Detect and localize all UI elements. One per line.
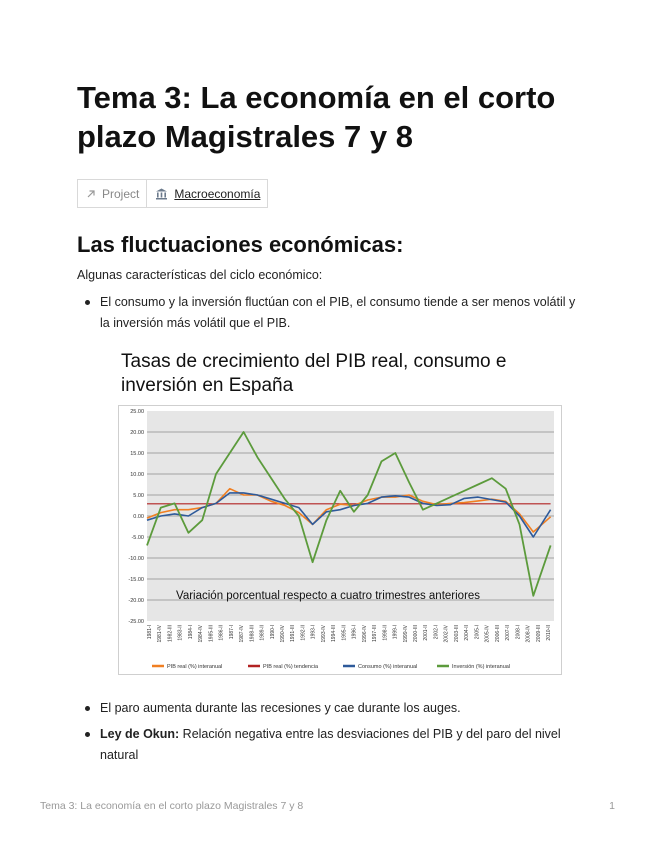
x-tick-label: 2007-II [505,625,512,641]
bullet-list-bottom [77,698,587,766]
legend-label: Inversión (%) interanual [452,664,511,670]
y-tick-label: 25.00 [130,409,144,415]
legend-label: PIB real (%) tendencia [263,664,319,670]
legend-label: PIB real (%) interanual [167,664,223,670]
x-tick-label: 2000-III [413,625,419,642]
section-heading: Las fluctuaciones económicas: [77,232,404,257]
list-item-bold: Ley de Okun: [100,727,180,741]
intro-text: Algunas características del ciclo económico: [77,268,323,282]
figure-title-line-2: inversión en España [121,375,294,396]
x-tick-label: 1987-I [228,625,235,640]
y-tick-label: 5.00 [133,493,144,499]
x-tick-label: 1989-II [259,625,266,641]
x-tick-label: 2005-I [474,625,481,640]
y-tick-label: -5.00 [131,535,144,541]
x-tick-label: 1998-II [382,625,389,641]
x-tick-label: 2003-III [453,625,460,642]
y-tick-label: 0.00 [133,514,144,520]
x-tick-label: 2006-III [494,625,501,642]
bullet-dot [85,300,90,305]
project-link[interactable]: Macroeconomía [174,186,261,201]
x-tick-label: 2008-I [515,625,522,640]
x-tick-label: 1997-III [372,625,379,642]
chart-figure [118,348,562,675]
legend-label: Consumo (%) interanual [358,664,418,670]
property-row [77,179,268,208]
y-tick-label: 20.00 [130,430,144,436]
list-item [77,724,587,766]
x-tick-label: 1993-I [310,625,317,640]
property-key [78,180,147,207]
x-tick-label: 1987-IV [239,625,246,643]
y-tick-label: -25.00 [128,619,144,625]
y-tick-label: 10.00 [130,472,144,478]
x-tick-label: 1985-III [208,625,215,642]
page-number: 1 [609,800,615,812]
figure-title-line-1: Tasas de crecimiento del PIB real, consumo e [121,351,507,372]
bullet-list-top [77,292,587,334]
line-chart [118,405,562,675]
y-tick-label: -10.00 [128,556,144,562]
x-tick-label: 2002-I [433,625,440,640]
x-tick-label: 2001-II [423,625,430,641]
x-tick-label: 1994-III [331,625,338,642]
x-tick-label: 1983-II [177,625,184,641]
x-tick-label: 1981-IV [157,625,164,643]
x-tick-label: 1982-III [167,625,174,642]
x-tick-label: 1984-I [187,625,194,640]
bullet-dot [85,732,90,737]
x-tick-label: 1991-III [290,625,297,642]
footer-title: Tema 3: La economía en el corto plazo Magistrales 7 y 8 [40,800,304,812]
bank-icon [155,188,168,200]
list-item-text: El paro aumenta durante las recesiones y cae durante los auges. [100,701,461,715]
x-tick-label: 2002-IV [443,625,450,643]
x-tick-label: 2004-II [464,625,471,641]
x-tick-label: 2005-IV [484,625,491,643]
x-tick-label: 1999-IV [402,625,409,643]
list-item [77,698,587,719]
x-tick-label: 1993-IV [320,625,327,643]
x-tick-label: 1984-IV [198,625,205,643]
x-tick-label: 1999-I [392,625,399,640]
x-tick-label: 1990-I [269,625,276,640]
page-title: Tema 3: La economía en el corto plazo Magistrales 7 y 8 [77,80,556,154]
x-tick-label: 1995-II [341,625,348,641]
x-tick-label: 2009-III [535,625,542,642]
figure-title [121,350,506,398]
property-value[interactable] [147,180,267,207]
list-item-text: Relación negativa entre las desviaciones del PIB y del paro del nivel natural [100,727,561,762]
arrow-up-right-icon [86,189,96,199]
chart-annotation: Variación porcentual respecto a cuatro trimestres anteriores [176,590,481,602]
x-tick-label: 1986-II [218,625,225,641]
x-tick-label: 1996-IV [361,625,368,643]
x-tick-label: 1996-I [351,625,358,640]
list-item-text: El consumo y la inversión fluctúan con el PIB, el consumo tiende a ser menos volátil y la inversión más volátil que el PIB. [100,295,576,330]
y-tick-label: -20.00 [128,598,144,604]
x-tick-label: 1992-II [300,625,307,641]
y-tick-label: 15.00 [130,451,144,457]
x-tick-label: 1981-I [147,625,153,640]
property-key-label: Project [102,186,140,201]
x-tick-label: 1990-IV [280,625,286,643]
x-tick-label: 2010-II [546,625,552,641]
list-item [77,292,587,334]
bullet-dot [85,706,90,711]
y-tick-label: -15.00 [128,577,144,583]
x-tick-label: 1988-III [249,625,256,642]
x-tick-label: 2008-IV [525,625,532,643]
